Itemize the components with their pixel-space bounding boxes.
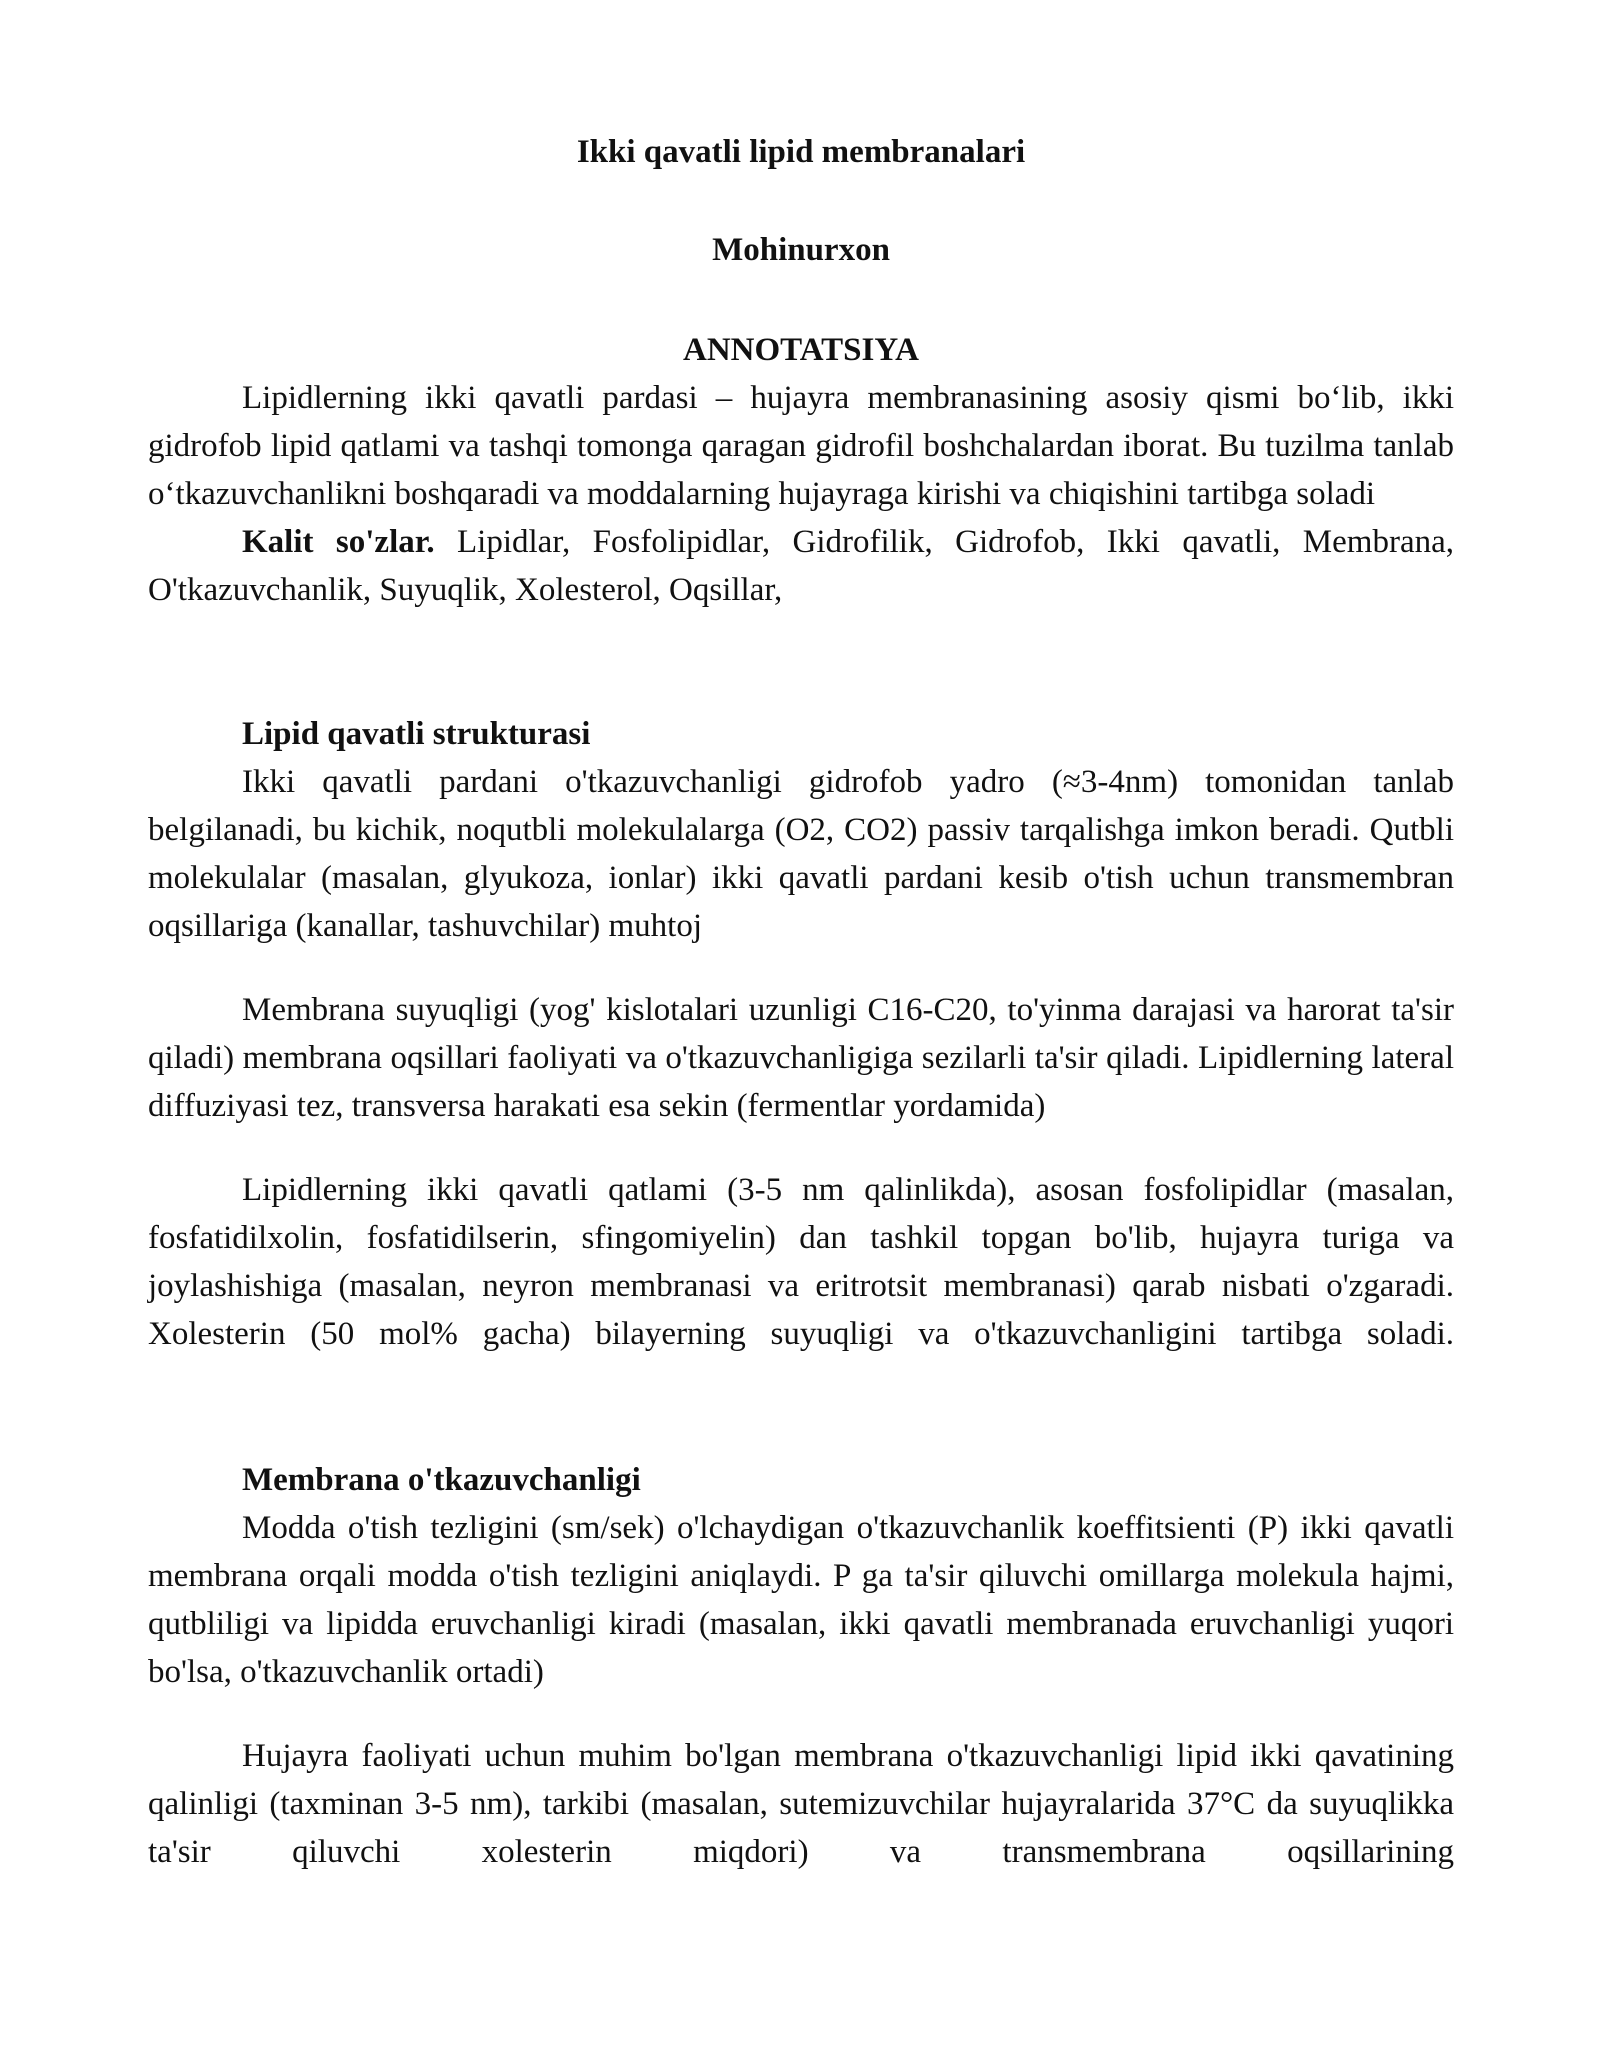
section-heading-membrane-permeability: Membrana o'tkazuvchanligi [242, 1462, 641, 1498]
keywords-label: Kalit so'zlar. [242, 524, 435, 560]
keywords-paragraph [148, 518, 1454, 614]
annotation-paragraph: Lipidlerning ikki qavatli pardasi – hujayra membranasining asosiy qismi bo‘lib, ikki gidrofob lipid qatlami va tashqi tomonga qaragan gidrofil boshchalardan iborat. Bu tuzilma tanlab o‘tkazuvchanlikni boshqaradi va moddalarning hujayraga kirishi va chiqishini tartibga soladi [148, 380, 1454, 512]
spacer [148, 614, 1454, 710]
spacer [148, 1358, 1454, 1456]
section-paragraph: Hujayra faoliyati uchun muhim bo'lgan membrana o'tkazuvchanligi lipid ikki qavatining qalinligi (taxminan 3-5 nm), tarkibi (masalan, sutemizuvchilar hujayralarida 37°C da suyuqlikka ta'sir qiluvchi xolesterin miqdori) va transmembrana oqsillarining [148, 1738, 1454, 1870]
keywords-text: Lipidlar, Fosfolipidlar, Gidrofilik, Gidrofob, Ikki qavatli, Membrana, O'tkazuvchanlik, Suyuqlik, Xolesterol, Oqsillar, [148, 524, 1454, 608]
annotation-heading: ANNOTATSIYA [683, 332, 919, 368]
spacer [148, 950, 1454, 986]
document-page [148, 128, 1454, 1876]
section-paragraph: Modda o'tish tezligini (sm/sek) o'lchaydigan o'tkazuvchanlik koeffitsienti (P) ikki qavatli membrana orqali modda o'tish tezligini aniqlaydi. P ga ta'sir qiluvchi omillarga molekula hajmi, qutbliligi va lipidda eruvchanligi kiradi (masalan, ikki qavatli membranada eruvchanligi yuqori bo'lsa, o'tkazuvchanlik ortadi) [148, 1510, 1454, 1690]
spacer [148, 1130, 1454, 1166]
section-heading-lipid-structure: Lipid qavatli strukturasi [242, 716, 591, 752]
section-paragraph: Ikki qavatli pardani o'tkazuvchanligi gidrofob yadro (≈3-4nm) tomonidan tanlab belgilanadi, bu kichik, noqutbli molekulalarga (O2, CO2) passiv tarqalishga imkon beradi. Qutbli molekulalar (masalan, glyukoza, ionlar) ikki qavatli pardani kesib o'tish uchun transmembran oqsillariga (kanallar, tashuvchilar) muhtoj [148, 764, 1454, 944]
section-paragraph: Membrana suyuqligi (yog' kislotalari uzunligi C16-C20, to'yinma darajasi va harorat ta'sir qiladi) membrana oqsillari faoliyati va o'tkazuvchanligiga sezilarli ta'sir qiladi. Lipidlerning lateral diffuziyasi tez, transversa harakati esa sekin (fermentlar yordamida) [148, 992, 1454, 1124]
spacer [148, 1696, 1454, 1732]
document-author: Mohinurxon [712, 232, 890, 268]
document-title: Ikki qavatli lipid membranalari [576, 134, 1026, 170]
section-paragraph: Lipidlerning ikki qavatli qatlami (3-5 nm qalinlikda), asosan fosfolipidlar (masalan, fosfatidilxolin, fosfatidilserin, sfingomiyelin) dan tashkil topgan bo'lib, hujayra turiga va joylashishiga (masalan, neyron membranasi va eritrotsit membranasi) qarab nisbati o'zgaradi. Xolesterin (50 mol% gacha) bilayerning suyuqligi va o'tkazuvchanligini tartibga soladi. [148, 1172, 1454, 1352]
